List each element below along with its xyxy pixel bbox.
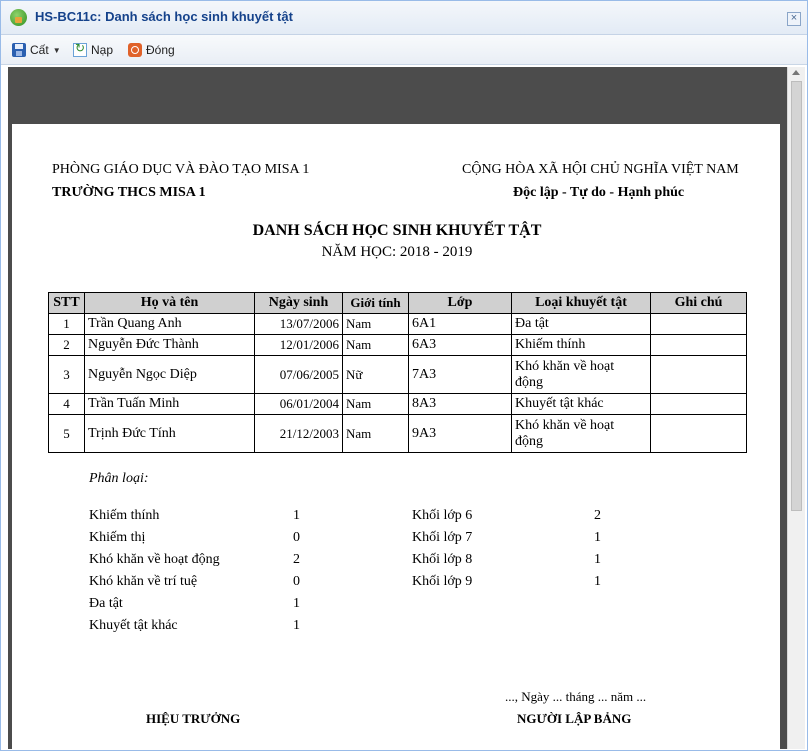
type-label: Khuyết tật khác bbox=[89, 618, 178, 633]
cell-class: 9A3 bbox=[409, 415, 512, 453]
save-button[interactable] bbox=[12, 41, 61, 59]
cell-type: Đa tật bbox=[512, 314, 651, 335]
department-name: PHÒNG GIÁO DỤC VÀ ĐÀO TẠO MISA 1 bbox=[52, 162, 310, 177]
type-count: 0 bbox=[293, 574, 300, 589]
grade-count: 1 bbox=[594, 574, 601, 589]
cell-type: Khiếm thính bbox=[512, 335, 651, 356]
cell-dob: 07/06/2005 bbox=[255, 356, 343, 394]
column-header: Ngày sinh bbox=[255, 293, 343, 314]
cell-class: 8A3 bbox=[409, 394, 512, 415]
reload-label: Nạp bbox=[91, 43, 114, 57]
cell-gender: Nam bbox=[343, 335, 409, 356]
report-page bbox=[12, 124, 780, 749]
type-label: Khó khăn về trí tuệ bbox=[89, 574, 198, 589]
summary-label: Phân loại: bbox=[89, 471, 149, 486]
window-close-button[interactable]: × bbox=[787, 12, 801, 26]
column-header: Giới tính bbox=[343, 293, 409, 314]
table-header bbox=[49, 293, 747, 314]
cell-class: 7A3 bbox=[409, 356, 512, 394]
cell-stt: 2 bbox=[49, 335, 85, 356]
grade-count: 2 bbox=[594, 508, 601, 523]
cell-stt: 3 bbox=[49, 356, 85, 394]
app-logo-icon bbox=[10, 9, 27, 26]
type-count: 2 bbox=[293, 552, 300, 567]
cell-type bbox=[512, 356, 651, 394]
cell-type-line: Khó khăn về hoạt bbox=[515, 358, 615, 374]
type-count: 1 bbox=[293, 596, 300, 611]
vertical-scrollbar[interactable] bbox=[787, 67, 805, 749]
chevron-down-icon: ▼ bbox=[52, 45, 61, 55]
table-row bbox=[49, 314, 747, 335]
type-label: Đa tật bbox=[89, 596, 123, 611]
cell-note bbox=[651, 335, 747, 356]
cell-dob: 06/01/2004 bbox=[255, 394, 343, 415]
scroll-up-arrow-icon[interactable] bbox=[792, 70, 800, 75]
cell-class: 6A1 bbox=[409, 314, 512, 335]
cell-name: Trần Quang Anh bbox=[85, 314, 255, 335]
cell-gender: Nam bbox=[343, 394, 409, 415]
column-header: Lớp bbox=[409, 293, 512, 314]
motto: Độc lập - Tự do - Hạnh phúc bbox=[513, 185, 685, 200]
toolbar bbox=[1, 35, 807, 65]
type-count: 0 bbox=[293, 530, 300, 545]
cell-dob: 13/07/2006 bbox=[255, 314, 343, 335]
table-row bbox=[49, 415, 747, 453]
column-header: STT bbox=[49, 293, 85, 314]
scrollbar-thumb[interactable] bbox=[791, 81, 802, 511]
cell-name: Trịnh Đức Tính bbox=[85, 415, 255, 453]
grade-label: Khối lớp 6 bbox=[412, 508, 473, 523]
cell-type: Khuyết tật khác bbox=[512, 394, 651, 415]
student-table bbox=[48, 292, 747, 453]
cell-name: Nguyễn Đức Thành bbox=[85, 335, 255, 356]
cell-type-line: Khó khăn về hoạt bbox=[515, 417, 615, 433]
grade-label: Khối lớp 7 bbox=[412, 530, 473, 545]
cell-type bbox=[512, 415, 651, 453]
column-header: Ghi chú bbox=[651, 293, 747, 314]
cell-gender: Nam bbox=[343, 314, 409, 335]
cell-name: Nguyễn Ngọc Diệp bbox=[85, 356, 255, 394]
save-icon bbox=[12, 43, 26, 57]
nation-title: CỘNG HÒA XÃ HỘI CHỦ NGHĨA VIỆT NAM bbox=[462, 162, 739, 177]
table-row bbox=[49, 356, 747, 394]
cell-type-line: động bbox=[515, 374, 543, 390]
cell-gender: Nữ bbox=[343, 356, 409, 394]
table-row bbox=[49, 335, 747, 356]
grade-label: Khối lớp 8 bbox=[412, 552, 473, 567]
column-header: Loại khuyết tật bbox=[512, 293, 651, 314]
window-title: HS-BC11c: Danh sách học sinh khuyết tật bbox=[35, 9, 293, 24]
type-label: Khó khăn về hoạt động bbox=[89, 552, 220, 567]
cell-class: 6A3 bbox=[409, 335, 512, 356]
save-label: Cất bbox=[30, 43, 49, 57]
type-count: 1 bbox=[293, 508, 300, 523]
reload-button[interactable] bbox=[73, 41, 113, 59]
type-label: Khiếm thính bbox=[89, 508, 160, 523]
school-year: NĂM HỌC: 2018 - 2019 bbox=[321, 244, 473, 260]
refresh-icon bbox=[73, 43, 87, 57]
cell-stt: 5 bbox=[49, 415, 85, 453]
cell-note bbox=[651, 394, 747, 415]
cell-stt: 1 bbox=[49, 314, 85, 335]
column-header: Họ và tên bbox=[85, 293, 255, 314]
close-label: Đóng bbox=[146, 43, 175, 57]
cell-note bbox=[651, 314, 747, 335]
cell-type-line: động bbox=[515, 433, 543, 449]
school-name: TRƯỜNG THCS MISA 1 bbox=[52, 185, 206, 200]
title-bar bbox=[1, 1, 807, 35]
date-line: ..., Ngày ... tháng ... năm ... bbox=[505, 689, 647, 704]
cell-note bbox=[651, 415, 747, 453]
grade-count: 1 bbox=[594, 530, 601, 545]
report-viewer bbox=[8, 67, 787, 749]
power-close-icon bbox=[128, 43, 142, 57]
report-title: DANH SÁCH HỌC SINH KHUYẾT TẬT bbox=[252, 222, 542, 239]
cell-gender: Nam bbox=[343, 415, 409, 453]
cell-dob: 12/01/2006 bbox=[255, 335, 343, 356]
cell-note bbox=[651, 356, 747, 394]
close-button[interactable] bbox=[128, 41, 175, 59]
cell-stt: 4 bbox=[49, 394, 85, 415]
table-row bbox=[49, 394, 747, 415]
principal-signature-label: HIỆU TRƯỞNG bbox=[146, 711, 241, 726]
preparer-signature-label: NGƯỜI LẬP BẢNG bbox=[517, 711, 632, 726]
cell-name: Trần Tuấn Minh bbox=[85, 394, 255, 415]
type-count: 1 bbox=[293, 618, 300, 633]
cell-dob: 21/12/2003 bbox=[255, 415, 343, 453]
grade-label: Khối lớp 9 bbox=[412, 574, 473, 589]
grade-count: 1 bbox=[594, 552, 601, 567]
type-label: Khiếm thị bbox=[89, 530, 146, 545]
